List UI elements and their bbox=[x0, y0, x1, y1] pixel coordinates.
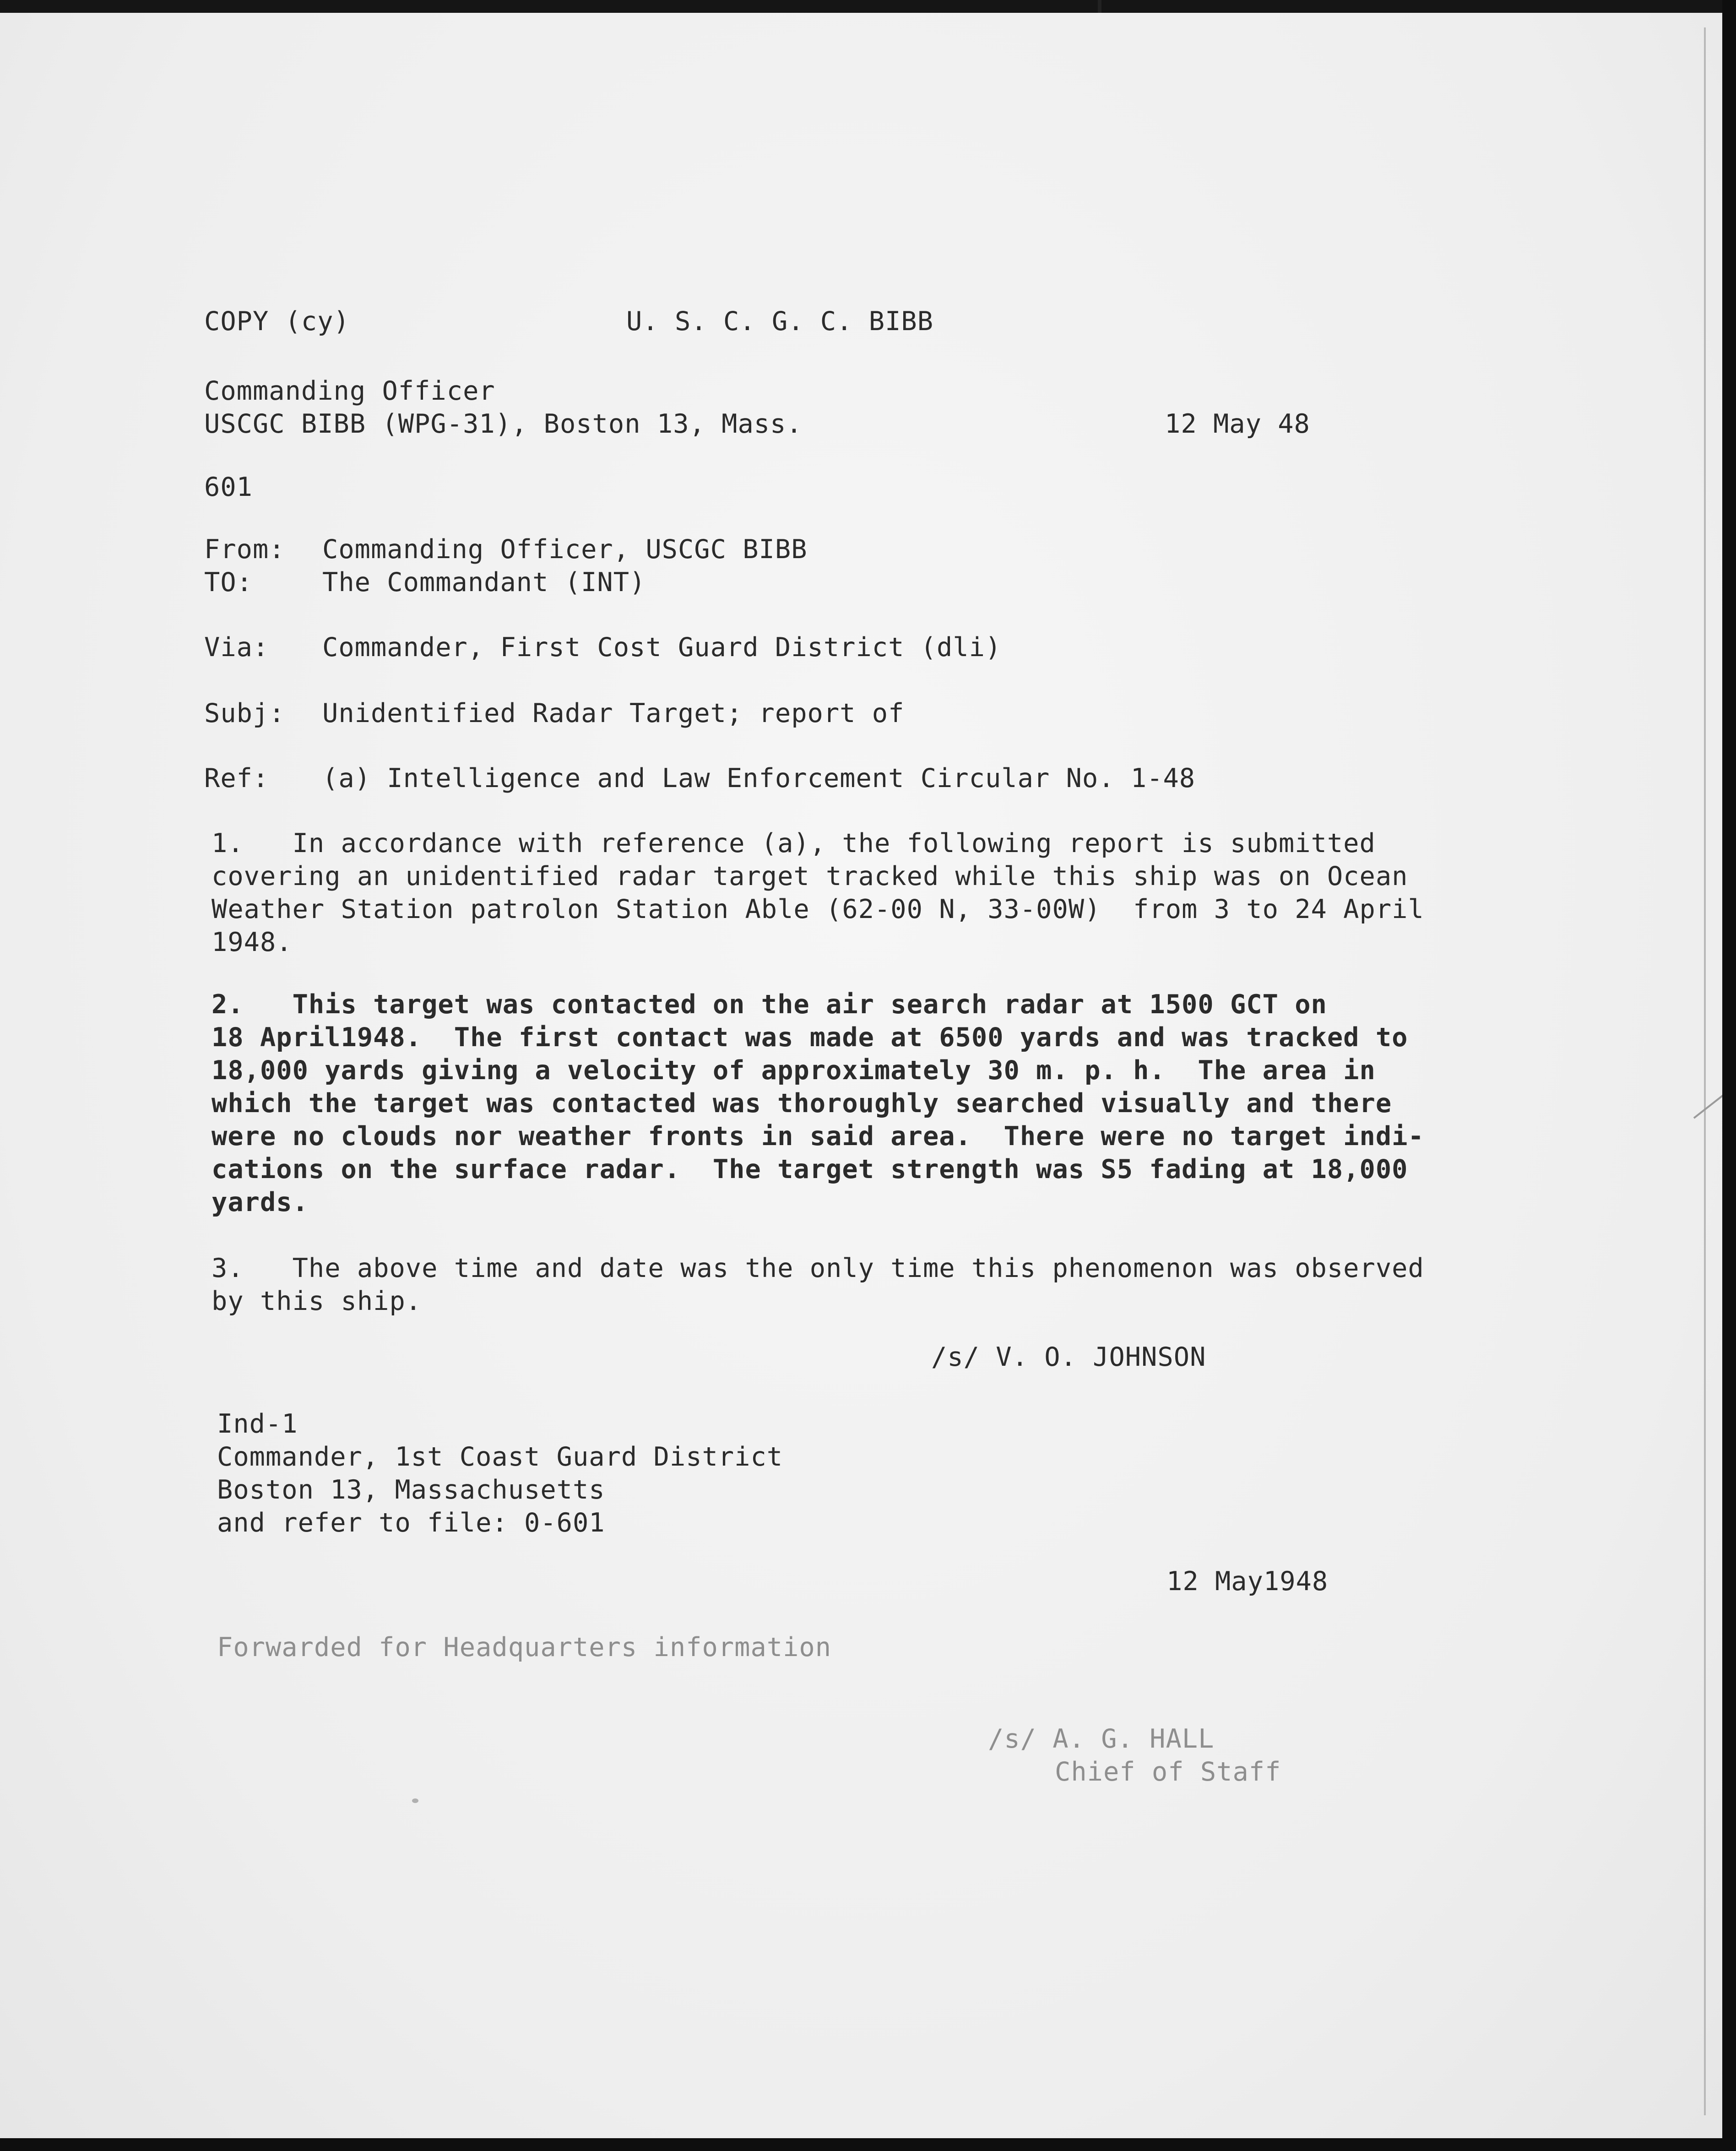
scan-frame-line bbox=[1704, 27, 1706, 2115]
paragraph-line: 1. In accordance with reference (a), the following report is submitted bbox=[212, 828, 1376, 858]
endorsement-line: Boston 13, Massachusetts bbox=[217, 1475, 605, 1505]
subject-label: Subj: bbox=[204, 698, 285, 728]
paragraph-line: 3. The above time and date was the only time this phenomenon was observed bbox=[212, 1253, 1424, 1283]
paragraph-1 bbox=[212, 827, 1424, 959]
endorsement-line: and refer to file: 0-601 bbox=[217, 1508, 605, 1538]
copy-label: COPY (cy) bbox=[204, 306, 350, 337]
via-value: Commander, First Cost Guard District (dli) bbox=[322, 632, 1002, 663]
from-value: Commanding Officer, USCGC BIBB bbox=[322, 534, 808, 565]
ship-name: U. S. C. G. C. BIBB bbox=[626, 306, 934, 337]
subject-value: Unidentified Radar Target; report of bbox=[322, 698, 905, 728]
paragraph-line: cations on the surface radar. The target strength was S5 fading at 18,000 bbox=[212, 1154, 1408, 1184]
to-label: TO: bbox=[204, 567, 253, 598]
signer-title: Chief of Staff bbox=[1055, 1757, 1281, 1787]
paragraph-line: 18 April1948. The first contact was made at 6500 yards and was tracked to bbox=[212, 1022, 1408, 1053]
endorsement-date: 12 May1948 bbox=[1166, 1566, 1329, 1597]
to-value: The Commandant (INT) bbox=[322, 567, 646, 598]
paragraph-line: 18,000 yards giving a velocity of approximately 30 m. p. h. The area in bbox=[212, 1055, 1376, 1086]
endorsement-line: Commander, 1st Coast Guard District bbox=[217, 1442, 783, 1472]
scan-border-right bbox=[1722, 0, 1736, 2151]
signature-hall: /s/ A. G. HALL bbox=[988, 1724, 1215, 1754]
document-date: 12 May 48 bbox=[1165, 409, 1310, 439]
scan-border-bottom bbox=[0, 2138, 1736, 2151]
forwarded-note: Forwarded for Headquarters information bbox=[217, 1632, 832, 1662]
endorsement-line: Ind-1 bbox=[217, 1409, 298, 1439]
scan-border-top bbox=[0, 0, 1736, 13]
reference-value: (a) Intelligence and Law Enforcement Circular No. 1-48 bbox=[322, 763, 1196, 793]
paragraph-line: yards. bbox=[212, 1187, 309, 1217]
signature-johnson: /s/ V. O. JOHNSON bbox=[931, 1342, 1206, 1372]
paragraph-3 bbox=[212, 1252, 1424, 1318]
paragraph-line: Weather Station patrolon Station Able (62-00 N, 33-00W) from 3 to 24 April bbox=[212, 894, 1424, 924]
file-number: 601 bbox=[204, 472, 253, 502]
reference-label: Ref: bbox=[204, 763, 269, 793]
from-label: From: bbox=[204, 534, 285, 565]
paragraph-line: covering an unidentified radar target tracked while this ship was on Ocean bbox=[212, 861, 1408, 891]
paragraph-line: 1948. bbox=[212, 927, 293, 957]
paragraph-line: were no clouds nor weather fronts in said area. There were no target indi- bbox=[212, 1121, 1424, 1152]
paragraph-2 bbox=[212, 988, 1424, 1219]
sender-address: USCGC BIBB (WPG-31), Boston 13, Mass. bbox=[204, 409, 803, 439]
paragraph-line: which the target was contacted was thoroughly searched visually and there bbox=[212, 1088, 1392, 1119]
paragraph-line: 2. This target was contacted on the air search radar at 1500 GCT on bbox=[212, 989, 1327, 1020]
paper-sheet bbox=[0, 13, 1722, 2138]
paragraph-line: by this ship. bbox=[212, 1286, 422, 1316]
via-label: Via: bbox=[204, 632, 269, 663]
paper-blemish bbox=[412, 1798, 418, 1803]
sender-title: Commanding Officer bbox=[204, 376, 495, 406]
endorsement-block bbox=[217, 1407, 783, 1539]
